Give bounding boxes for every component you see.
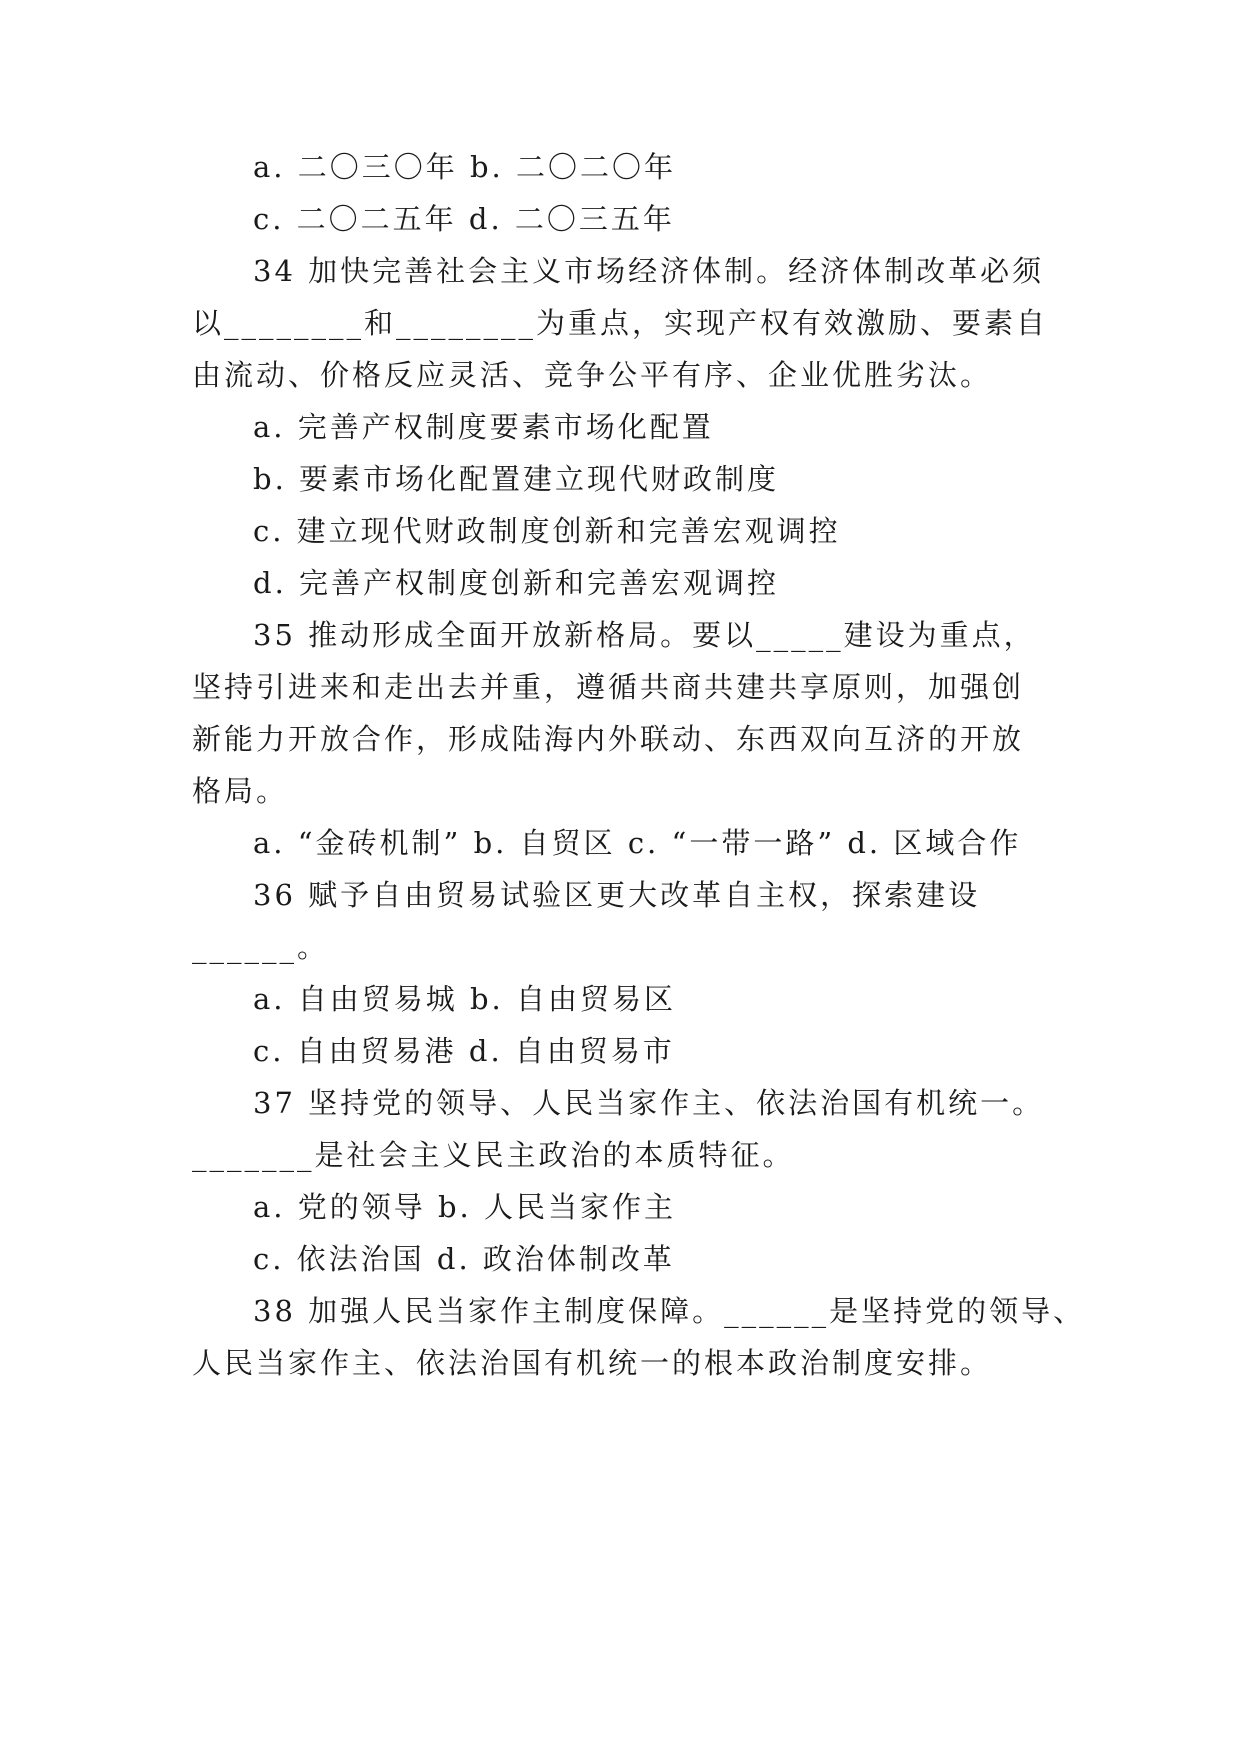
q35-stem-line-2: 坚持引进来和走出去并重，遵循共商共建共享原则，加强创 [192, 670, 1025, 704]
q36-stem-line-2: ______。 [192, 930, 330, 964]
q35-stem-line-3: 新能力开放合作，形成陆海内外联动、东西双向互济的开放 [192, 722, 1025, 756]
q36-options-cd: c. 自由贸易港 d. 自由贸易市 [253, 1034, 675, 1068]
q33-options-ab: a. 二〇三〇年 b. 二〇二〇年 [253, 150, 676, 184]
q36-options-ab: a. 自由贸易城 b. 自由贸易区 [253, 982, 676, 1016]
q37-stem-line-1: 37 坚持党的领导、人民当家作主、依法治国有机统一。 [253, 1086, 1045, 1120]
q35-stem-line-1: 35 推动形成全面开放新格局。要以_____建设为重点， [253, 618, 1036, 652]
q34-option-d: d. 完善产权制度创新和完善宏观调控 [253, 566, 780, 600]
q34-stem-line-3: 由流动、价格反应灵活、竞争公平有序、企业优胜劣汰。 [192, 358, 993, 392]
q37-stem-line-2: _______是社会主义民主政治的本质特征。 [192, 1138, 795, 1172]
q34-option-a: a. 完善产权制度要素市场化配置 [253, 410, 714, 444]
q33-options-cd: c. 二〇二五年 d. 二〇三五年 [253, 202, 675, 236]
q34-stem-line-2: 以________和________为重点，实现产权有效激励、要素自 [192, 306, 1049, 340]
q37-options-ab: a. 党的领导 b. 人民当家作主 [253, 1190, 676, 1224]
q34-option-c: c. 建立现代财政制度创新和完善宏观调控 [253, 514, 841, 548]
q34-stem-line-1: 34 加快完善社会主义市场经济体制。经济体制改革必须 [253, 254, 1045, 288]
q34-option-b: b. 要素市场化配置建立现代财政制度 [253, 462, 780, 496]
q35-stem-line-4: 格局。 [192, 774, 289, 808]
q38-stem-line-1: 38 加强人民当家作主制度保障。______是坚持党的领导、 [253, 1294, 1086, 1328]
q38-stem-line-2: 人民当家作主、依法治国有机统一的根本政治制度安排。 [192, 1346, 993, 1380]
q35-options: a. “金砖机制” b. 自贸区 c. “一带一路” d. 区域合作 [253, 826, 1022, 860]
q37-options-cd: c. 依法治国 d. 政治体制改革 [253, 1242, 675, 1276]
q36-stem-line-1: 36 赋予自由贸易试验区更大改革自主权，探索建设 [253, 878, 981, 912]
